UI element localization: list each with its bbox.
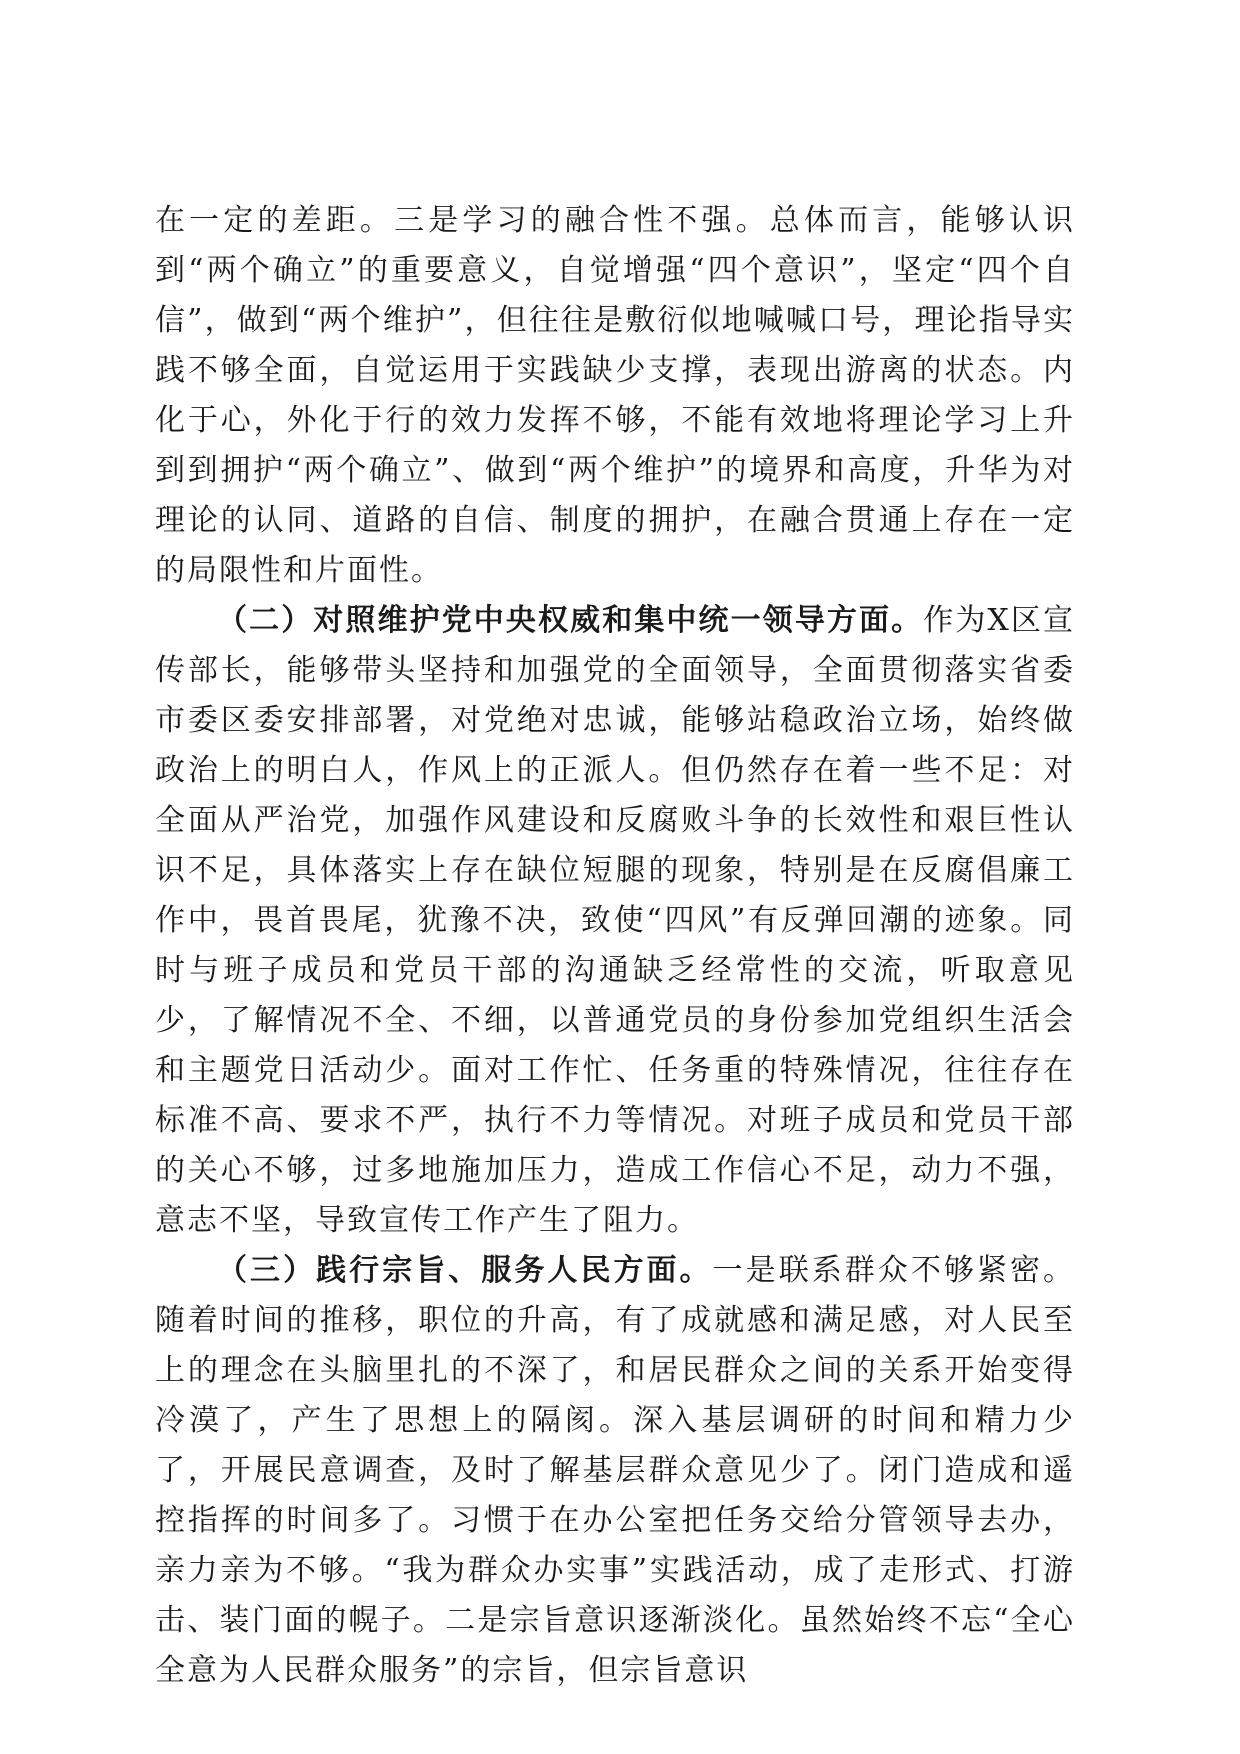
paragraph-body: 在一定的差距。三是学习的融合性不强。总体而言，能够认识到“两个确立”的重要意义，自觉增强“四个意识”，坚定“四个自信”，做到“两个维护”，但往往是敷衍似地喊喊口号，理论指导实践不够全面，自觉运用于实践缺少支撑，表现出游离的状态。内化于心，外化于行的效力发挥不够，不能有效地将理论学习上升到到拥护“两个确立”、做到“两个维护”的境界和高度，升华为对理论的认同、道路的自信、制度的拥护，在融合贯通上存在一定的局限性和片面性。: [155, 203, 1075, 588]
paragraph-continuation: [155, 196, 1075, 596]
paragraph-section-3: [155, 1246, 1075, 1696]
section-heading-3: （三）践行宗旨、服务人民方面。: [217, 1253, 713, 1288]
paragraph-section-2: [155, 596, 1075, 1246]
paragraph-body: 作为X区宣传部长，能够带头坚持和加强党的全面领导，全面贯彻落实省委市委区委安排部署，对党绝对忠诚，能够站稳政治立场，始终做政治上的明白人，作风上的正派人。但仍然存在着一些不足：对全面从严治党，加强作风建设和反腐败斗争的长效性和艰巨性认识不足，具体落实上存在缺位短腿的现象，特别是在反腐倡廉工作中，畏首畏尾，犹豫不决，致使“四风”有反弹回潮的迹象。同时与班子成员和党员干部的沟通缺乏经常性的交流，听取意见少，了解情况不全、不细，以普通党员的身份参加党组织生活会和主题党日活动少。面对工作忙、任务重的特殊情况，往往存在标准不高、要求不严，执行不力等情况。对班子成员和党员干部的关心不够，过多地施加压力，造成工作信心不足，动力不强，意志不坚，导致宣传工作产生了阻力。: [155, 603, 1075, 1238]
document-page: [155, 196, 1075, 1696]
paragraph-body: 一是联系群众不够紧密。随着时间的推移，职位的升高，有了成就感和满足感，对人民至上的理念在头脑里扎的不深了，和居民群众之间的关系开始变得冷漠了，产生了思想上的隔阂。深入基层调研的时间和精力少了，开展民意调查，及时了解基层群众意见少了。闭门造成和遥控指挥的时间多了。习惯于在办公室把任务交给分管领导去办，亲力亲为不够。“我为群众办实事”实践活动，成了走形式、打游击、装门面的幌子。二是宗旨意识逐渐淡化。虽然始终不忘“全心全意为人民群众服务”的宗旨，但宗旨意识: [155, 1253, 1076, 1688]
section-heading-2: （二）对照维护党中央权威和集中统一领导方面。: [217, 603, 924, 638]
